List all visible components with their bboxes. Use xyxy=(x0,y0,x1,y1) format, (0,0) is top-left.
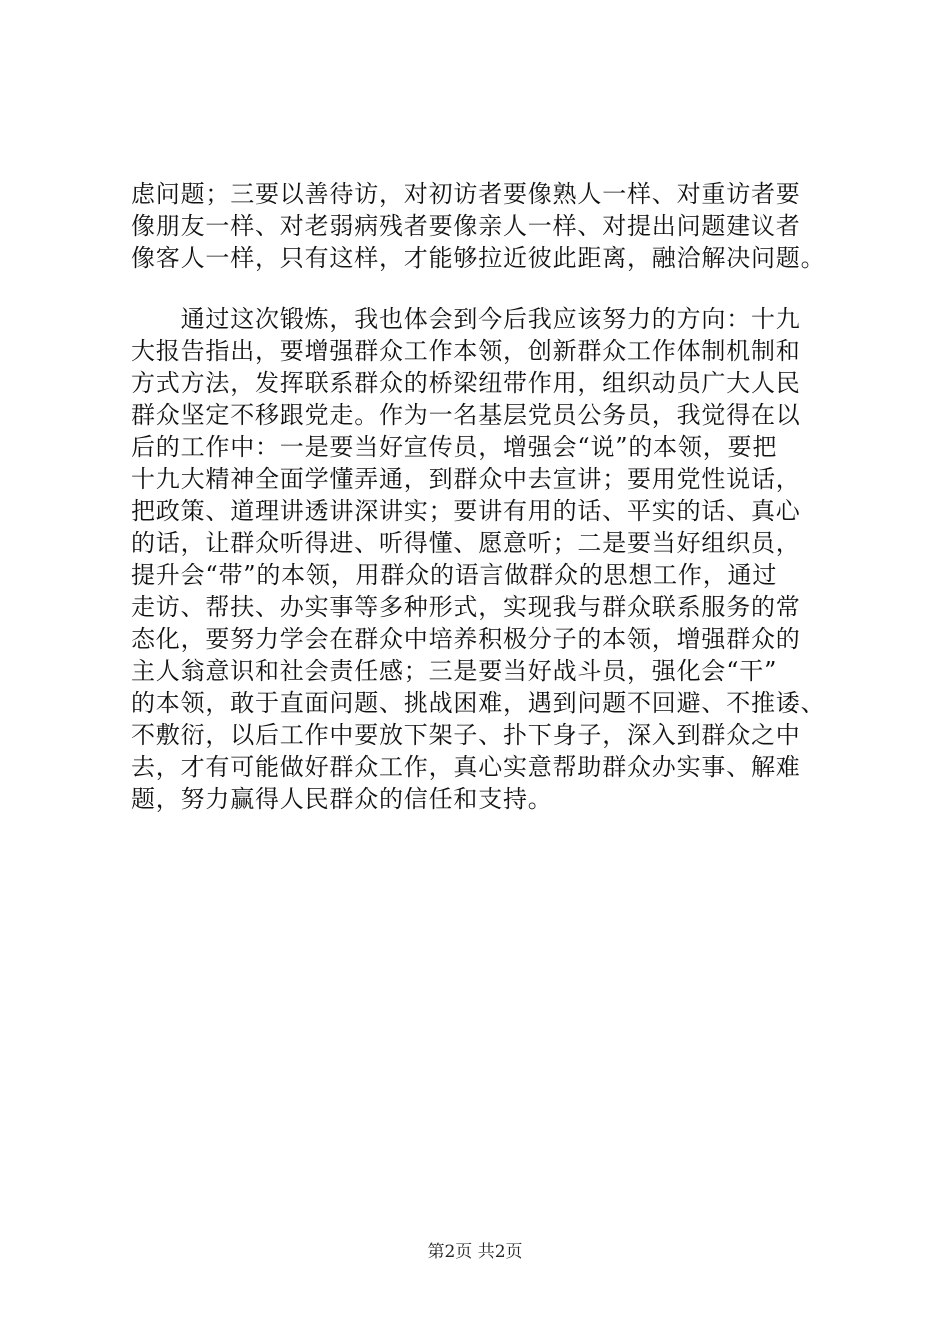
text-line: 提升会“带”的本领，用群众的语言做群众的思想工作，通过 xyxy=(131,561,778,589)
paragraph-1 xyxy=(131,178,831,274)
text-line: 虑问题；三要以善待访，对初访者要像熟人一样、对重访者要 xyxy=(131,180,801,208)
text-line: 通过这次锻炼，我也体会到今后我应该努力的方向：十九 xyxy=(131,305,801,333)
text-line: 像朋友一样、对老弱病残者要像亲人一样、对提出问题建议者 xyxy=(131,212,801,240)
text-line: 不敷衍，以后工作中要放下架子、扑下身子，深入到群众之中 xyxy=(131,721,801,749)
text-line: 后的工作中：一是要当好宣传员，增强会“说”的本领，要把 xyxy=(131,433,778,461)
text-line: 大报告指出，要增强群众工作本领，创新群众工作体制机制和 xyxy=(131,337,801,365)
text-line: 主人翁意识和社会责任感；三是要当好战斗员，强化会“干” xyxy=(131,657,778,685)
text-line: 方式方法，发挥联系群众的桥梁纽带作用，组织动员广大人民 xyxy=(131,369,801,397)
page-footer: 第2页 共2页 xyxy=(427,1242,523,1262)
text-line: 题，努力赢得人民群众的信任和支持。 xyxy=(131,785,553,813)
text-line: 把政策、道理讲透讲深讲实；要讲有用的话、平实的话、真心 xyxy=(131,497,801,525)
text-line: 的话，让群众听得进、听得懂、愿意听；二是要当好组织员， xyxy=(131,529,801,557)
text-line: 的本领，敢于直面问题、挑战困难，遇到问题不回避、不推诿、 xyxy=(131,689,826,717)
text-line: 态化，要努力学会在群众中培养积极分子的本领，增强群众的 xyxy=(131,625,801,653)
paragraph-2 xyxy=(131,303,831,815)
text-line: 群众坚定不移跟党走。作为一名基层党员公务员，我觉得在以 xyxy=(131,401,801,429)
text-line: 去，才有可能做好群众工作，真心实意帮助群众办实事、解难 xyxy=(131,753,801,781)
text-line: 像客人一样，只有这样，才能够拉近彼此距离，融洽解决问题。 xyxy=(131,244,826,272)
text-line: 走访、帮扶、办实事等多种形式，实现我与群众联系服务的常 xyxy=(131,593,801,621)
text-line: 十九大精神全面学懂弄通，到群众中去宣讲；要用党性说话， xyxy=(131,465,801,493)
